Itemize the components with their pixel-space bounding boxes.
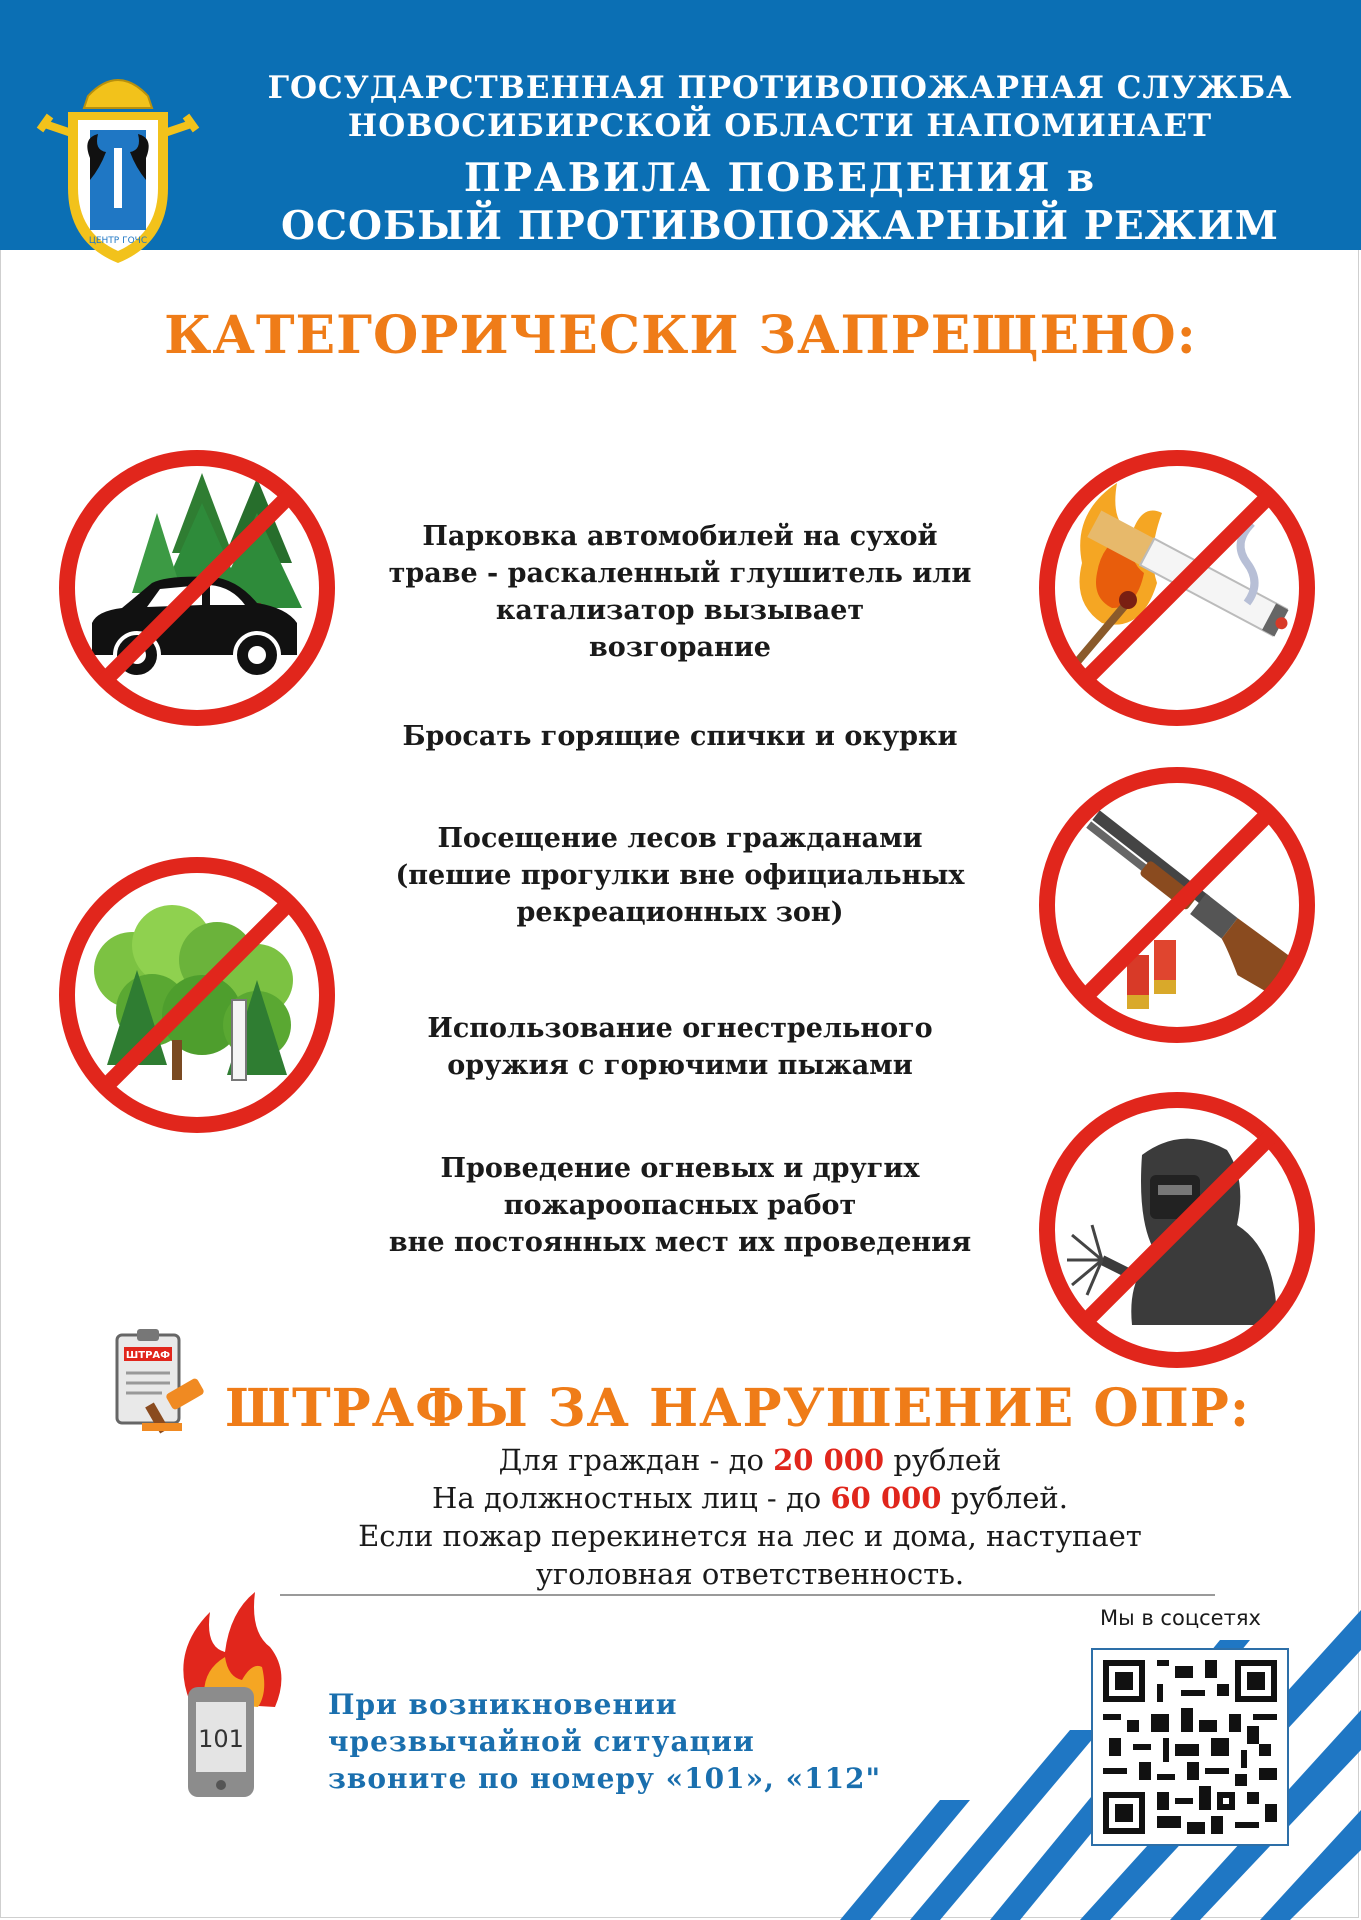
rule-line: (пешие прогулки вне официальных [395,860,965,891]
social-label: Мы в соцсетях [1100,1606,1261,1630]
rule-line: возгорание [589,632,771,663]
fine-badge: ШТРАФ [125,1350,171,1361]
rule-line: оружия с горючими пыжами [447,1050,913,1081]
header-title-line-2: ОСОБЫЙ ПРОТИВОПОЖАРНЫЙ РЕЖИМ [281,203,1279,249]
prohibited-title: КАТЕГОРИЧЕСКИ ЗАПРЕЩЕНО: [164,305,1197,366]
header-line-1: ГОСУДАРСТВЕННАЯ ПРОТИВОПОЖАРНАЯ СЛУЖБА [267,70,1293,106]
shotgun-prohibited-icon [1032,760,1322,1050]
rule-line: Парковка автомобилей на сухой [422,521,938,552]
rule-line: Использование огнестрельного [427,1013,933,1044]
rule-matches [330,718,1030,755]
emergency-line-3: звоните по номеру «101», «112" [328,1762,882,1795]
rule-line: пожароопасных работ [503,1190,857,1221]
header-title-line-1: ПРАВИЛА ПОВЕДЕНИЯ в [463,155,1097,201]
divider [280,1594,1215,1596]
fire-service-emblem-icon [28,68,208,268]
rule-forest-visit [330,820,1030,931]
rule-line: Бросать горящие спички и окурки [402,721,958,752]
rule-fire-works [330,1150,1030,1261]
qr-code-icon [1103,1660,1277,1834]
rule-line: Посещение лесов гражданами [437,823,923,854]
criminal-liability-line-1: Если пожар перекинется на лес и дома, наступает [358,1519,1142,1553]
rule-line: вне постоянных мест их проведения [388,1227,972,1258]
fine-officials-suffix: рублей. [941,1481,1068,1515]
rule-line: рекреационных зон) [516,897,844,928]
emergency-line-2: чрезвычайной ситуации [328,1725,755,1758]
svg-text:ЦЕНТР ГОЧС: ЦЕНТР ГОЧС [88,236,148,246]
fine-citizens-suffix: рублей [884,1443,1002,1477]
fine-citizens-prefix: Для граждан - до [498,1443,774,1477]
fine-citizens [250,1442,1250,1478]
fine-officials-amount: 60 000 [830,1481,942,1515]
rule-line: траве - раскаленный глушитель или [388,558,972,589]
phone-fire-icon [170,1592,290,1802]
fine-officials [250,1480,1250,1516]
qr-code[interactable] [1091,1648,1289,1846]
car-in-forest-prohibited-icon [52,443,342,733]
cigarette-match-prohibited-icon [1032,443,1322,733]
phone-number: 101 [198,1725,244,1753]
welding-prohibited-icon [1032,1085,1322,1375]
fines-title: ШТРАФЫ ЗА НАРУШЕНИЕ ОПР: [225,1378,1251,1439]
fine-citizens-amount: 20 000 [773,1443,885,1477]
fine-officials-prefix: На должностных лиц - до [432,1481,831,1515]
rule-firearms [330,1010,1030,1084]
forest-visit-prohibited-icon [52,850,342,1140]
rule-parking [330,518,1030,666]
rule-line: катализатор вызывает [495,595,865,626]
criminal-liability-line-2: уголовная ответственность. [535,1557,965,1591]
fine-clipboard-gavel-icon [112,1325,212,1435]
emergency-line-1: При возникновении [328,1688,678,1721]
rule-line: Проведение огневых и других [440,1153,920,1184]
header-line-2: НОВОСИБИРСКОЙ ОБЛАСТИ НАПОМИНАЕТ [347,108,1213,144]
